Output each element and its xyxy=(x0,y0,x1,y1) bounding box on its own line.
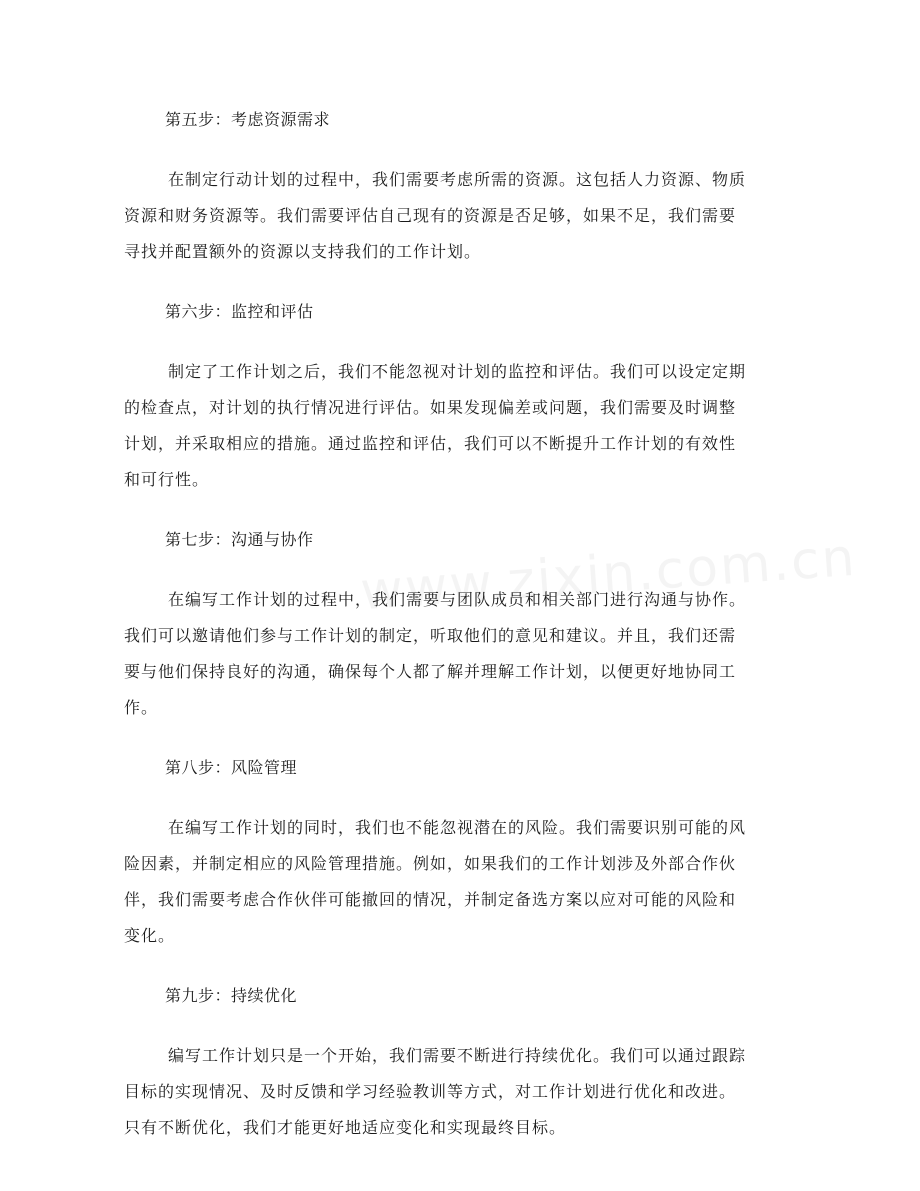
paragraph-line: 的检查点，对计划的执行情况进行评估。如果发现偏差或问题，我们需要及时调整 xyxy=(124,398,737,417)
section-paragraph xyxy=(124,810,785,954)
section-step-7 xyxy=(124,522,785,726)
paragraph-line: 在编写工作计划的过程中，我们需要与团队成员和相关部门进行沟通与协作。 xyxy=(168,590,747,609)
section-step-9 xyxy=(124,978,785,1146)
section-heading: 第八步：风险管理 xyxy=(165,758,298,777)
paragraph-line: 险因素，并制定相应的风险管理措施。例如，如果我们的工作计划涉及外部合作伙 xyxy=(124,854,737,873)
section-heading: 第九步：持续优化 xyxy=(165,986,298,1005)
section-heading: 第七步：沟通与协作 xyxy=(165,530,314,549)
paragraph-line: 作。 xyxy=(124,698,159,717)
paragraph-line: 和可行性。 xyxy=(124,470,210,489)
paragraph-line: 要与他们保持良好的沟通，确保每个人都了解并理解工作计划，以便更好地协同工 xyxy=(124,662,737,681)
section-paragraph xyxy=(124,1038,785,1146)
section-paragraph xyxy=(124,582,785,726)
paragraph-line: 我们可以邀请他们参与工作计划的制定，听取他们的意见和建议。并且，我们还需 xyxy=(124,626,737,645)
paragraph-line: 在制定行动计划的过程中，我们需要考虑所需的资源。这包括人力资源、物质 xyxy=(168,170,747,189)
section-paragraph xyxy=(124,354,785,498)
paragraph-line: 伴，我们需要考虑合作伙伴可能撤回的情况，并制定备选方案以应对可能的风险和 xyxy=(124,890,737,909)
section-step-8 xyxy=(124,750,785,954)
paragraph-line: 编写工作计划只是一个开始，我们需要不断进行持续优化。我们可以通过跟踪 xyxy=(168,1046,747,1065)
paragraph-line: 目标的实现情况、及时反馈和学习经验教训等方式，对工作计划进行优化和改进。 xyxy=(124,1082,737,1101)
section-heading: 第六步：监控和评估 xyxy=(165,302,314,321)
section-paragraph xyxy=(124,162,785,270)
section-heading: 第五步：考虑资源需求 xyxy=(165,110,331,129)
paragraph-line: 只有不断优化，我们才能更好地适应变化和实现最终目标。 xyxy=(124,1118,567,1137)
paragraph-line: 变化。 xyxy=(124,926,176,945)
paragraph-line: 寻找并配置额外的资源以支持我们的工作计划。 xyxy=(124,242,482,261)
paragraph-line: 计划，并采取相应的措施。通过监控和评估，我们可以不断提升工作计划的有效性 xyxy=(124,434,737,453)
paragraph-line: 在编写工作计划的同时，我们也不能忽视潜在的风险。我们需要识别可能的风 xyxy=(168,818,747,837)
section-step-6 xyxy=(124,294,785,498)
paragraph-line: 制定了工作计划之后，我们不能忽视对计划的监控和评估。我们可以设定定期 xyxy=(168,362,747,381)
section-step-5 xyxy=(124,102,785,270)
paragraph-line: 资源和财务资源等。我们需要评估自己现有的资源是否足够，如果不足，我们需要 xyxy=(124,206,737,225)
document-body xyxy=(124,102,785,1170)
